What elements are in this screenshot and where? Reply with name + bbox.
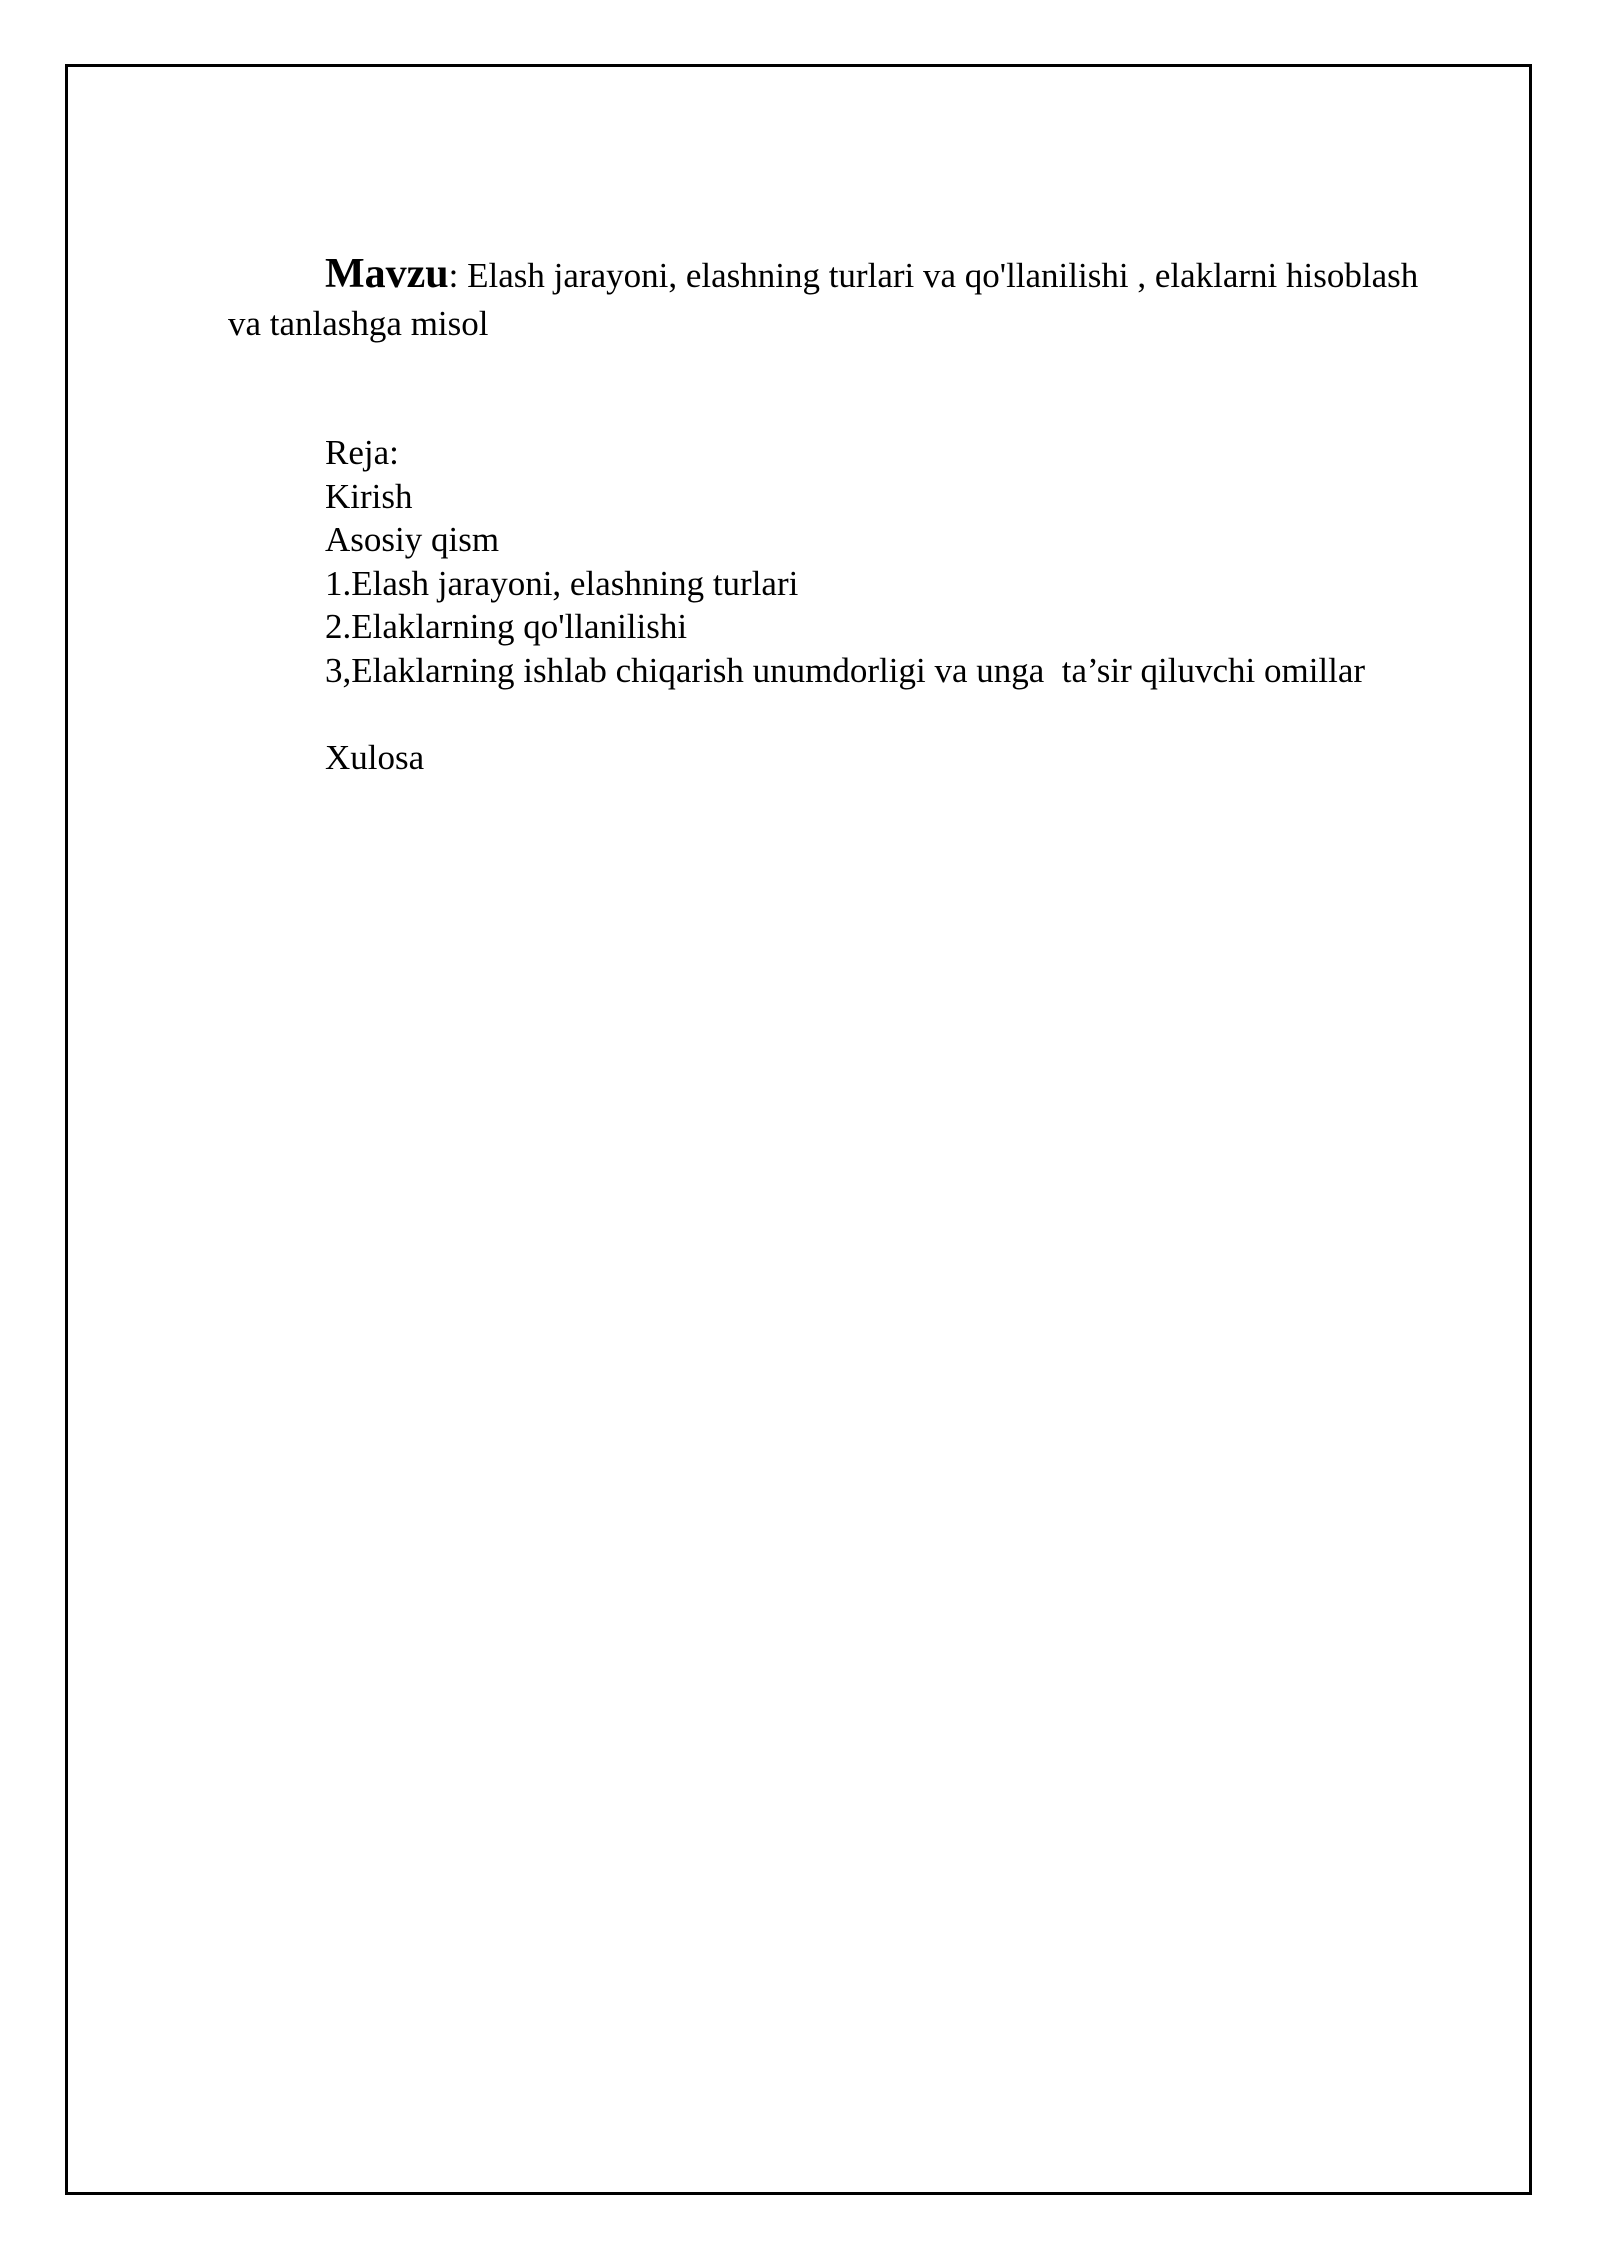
topic-label: Mavzu bbox=[325, 251, 449, 297]
plan-item-conclusion: Xulosa bbox=[325, 737, 425, 777]
topic-separator: : bbox=[448, 256, 459, 295]
topic-title-line-2: va tanlashga misol bbox=[228, 304, 489, 343]
plan-item-main-part: Asosiy qism bbox=[325, 520, 500, 559]
plan-heading: Reja: bbox=[325, 433, 399, 472]
plan-item-introduction: Kirish bbox=[325, 476, 413, 516]
page-border bbox=[65, 64, 1532, 2195]
plan-section bbox=[325, 431, 1365, 779]
plan-item-2: 2.Elaklarning qo'llanilishi bbox=[325, 607, 688, 646]
plan-item-3: 3,Elaklarning ishlab chiqarish unumdorligi va unga ta’sir qiluvchi omillar bbox=[325, 650, 1366, 690]
plan-spacer bbox=[325, 692, 1365, 736]
topic-title-line-1 bbox=[325, 253, 1418, 297]
plan-item-1: 1.Elash jarayoni, elashning turlari bbox=[325, 563, 799, 603]
topic-text-line-1: Elash jarayoni, elashning turlari va qo'llanilishi , elaklarni hisoblash bbox=[458, 256, 1419, 295]
